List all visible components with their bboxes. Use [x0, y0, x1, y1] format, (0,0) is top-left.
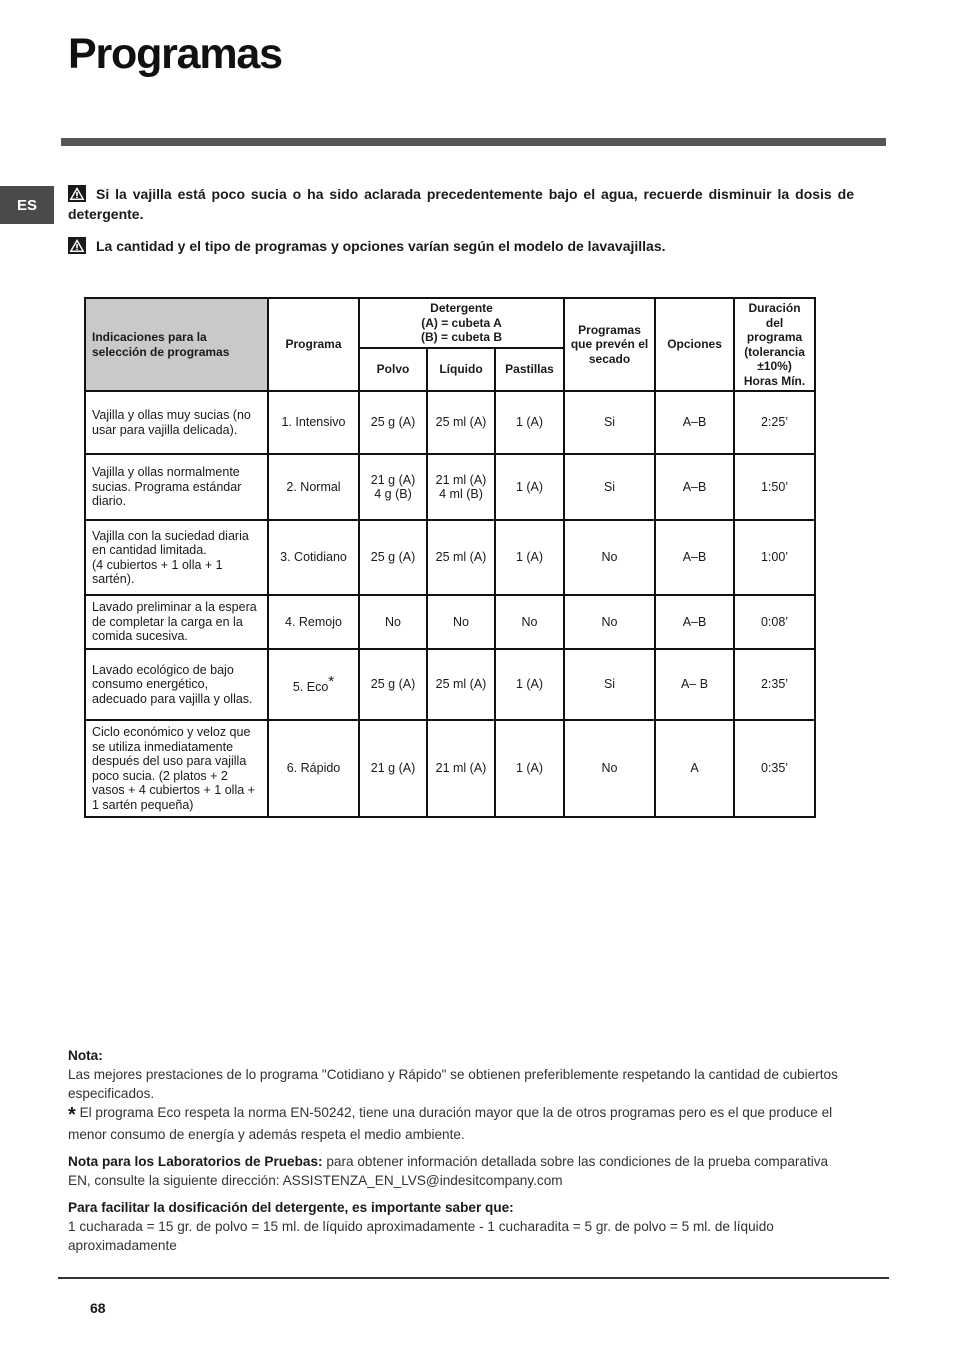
dosage-label: Para facilitar la dosificación del detergente, es importante saber que:: [68, 1200, 514, 1215]
programs-table: [84, 297, 816, 818]
warning-note-2: [68, 236, 854, 256]
header-tablets: Pastillas: [495, 348, 564, 391]
eco-asterisk: *: [328, 672, 335, 690]
row-description: Vajilla con la suciedad diaria en cantidad limitada. (4 cubiertos + 1 olla + 1 sartén).: [85, 520, 268, 595]
row-options: A– B: [655, 649, 734, 720]
row-duration: 0:35’: [734, 720, 815, 817]
row-duration: 0:08’: [734, 595, 815, 649]
row-drying: No: [564, 595, 655, 649]
row-drying: Si: [564, 454, 655, 520]
row-duration: 1:00’: [734, 520, 815, 595]
row-duration: 2:25’: [734, 391, 815, 454]
warning-text-2: La cantidad y el tipo de programas y opciones varían según el modelo de lavavajillas.: [96, 238, 666, 254]
row-powder: 21 g (A): [359, 720, 427, 817]
header-program: Programa: [268, 298, 359, 391]
nota-text: Las mejores prestaciones de lo programa "Cotidiano y Rápido" se obtienen preferiblemente respetando la cantidad de cubiertos especificados.: [68, 1067, 838, 1101]
nota-label: Nota:: [68, 1048, 103, 1063]
row-description: Ciclo económico y veloz que se utiliza inmediatamente después del uso para vajilla poco sucia. (2 platos + 2 vasos + 4 cubiertos + 1 olla + 1 sartén pequeña): [85, 720, 268, 817]
row-description: Vajilla y ollas normalmente sucias. Programa estándar diario.: [85, 454, 268, 520]
row-program: 1. Intensivo: [268, 391, 359, 454]
table-row: [85, 649, 815, 720]
row-description: Lavado preliminar a la espera de completar la carga en la comida sucesiva.: [85, 595, 268, 649]
header-powder: Polvo: [359, 348, 427, 391]
header-selection: Indicaciones para la selección de programas: [85, 298, 268, 391]
eco-footnote-text: El programa Eco respeta la norma EN-50242, tiene una duración mayor que la de otros programas pero es el que produce el menor consumo de energía y además respeta el medio ambiente.: [68, 1105, 833, 1142]
row-tablets: 1 (A): [495, 720, 564, 817]
row-tablets: 1 (A): [495, 649, 564, 720]
row-powder: 25 g (A): [359, 520, 427, 595]
row-description: Lavado ecológico de bajo consumo energético, adecuado para vajilla y ollas.: [85, 649, 268, 720]
lab-note-label: Nota para los Laboratorios de Pruebas:: [68, 1154, 323, 1169]
warning-triangle-icon: [68, 185, 86, 202]
row-description: Vajilla y ollas muy sucias (no usar para vajilla delicada).: [85, 391, 268, 454]
row-options: A–B: [655, 520, 734, 595]
table-row: [85, 454, 815, 520]
row-drying: No: [564, 520, 655, 595]
row-liquid: 25 ml (A): [427, 391, 495, 454]
row-duration: 2:35’: [734, 649, 815, 720]
row-powder: 25 g (A): [359, 649, 427, 720]
row-tablets: 1 (A): [495, 520, 564, 595]
warning-triangle-icon: [68, 237, 86, 254]
row-tablets: No: [495, 595, 564, 649]
header-liquid: Líquido: [427, 348, 495, 391]
row-liquid: 21 ml (A): [427, 720, 495, 817]
header-rule: [61, 138, 886, 146]
table-row: [85, 720, 815, 817]
language-tab: ES: [0, 186, 54, 224]
row-powder: 25 g (A): [359, 391, 427, 454]
row-powder: 21 g (A) 4 g (B): [359, 454, 427, 520]
row-liquid: 25 ml (A): [427, 520, 495, 595]
row-liquid: No: [427, 595, 495, 649]
table-row: [85, 391, 815, 454]
row-drying: No: [564, 720, 655, 817]
row-drying: Si: [564, 391, 655, 454]
page-number: 68: [90, 1300, 106, 1316]
row-duration: 1:50’: [734, 454, 815, 520]
header-duration: Duración del programa (tolerancia ±10%) Horas Mín.: [734, 298, 815, 391]
row-tablets: 1 (A): [495, 454, 564, 520]
footer-rule: [58, 1277, 889, 1279]
table-row: [85, 520, 815, 595]
notes-section: [68, 1046, 840, 1255]
row-liquid: 21 ml (A) 4 ml (B): [427, 454, 495, 520]
row-options: A–B: [655, 595, 734, 649]
row-drying: Si: [564, 649, 655, 720]
header-detergent: Detergente (A) = cubeta A (B) = cubeta B: [359, 298, 564, 348]
lab-note-text: para obtener información detallada sobre las condiciones de la prueba comparativa EN, consulte la siguiente dirección: ASSISTENZA_EN_LVS@indesitcompany.com: [68, 1154, 829, 1188]
header-options: Opciones: [655, 298, 734, 391]
warning-text-1: Si la vajilla está poco sucia o ha sido aclarada precedentemente bajo el agua, recuerde disminuir la dosis de detergente.: [68, 186, 854, 222]
row-program: 2. Normal: [268, 454, 359, 520]
row-options: A–B: [655, 391, 734, 454]
row-powder: No: [359, 595, 427, 649]
table-row: [85, 595, 815, 649]
row-liquid: 25 ml (A): [427, 649, 495, 720]
row-program: 6. Rápido: [268, 720, 359, 817]
row-program: 5. Eco*: [268, 649, 359, 720]
row-options: A–B: [655, 454, 734, 520]
row-program: 3. Cotidiano: [268, 520, 359, 595]
row-options: A: [655, 720, 734, 817]
eco-footnote-asterisk: *: [68, 1104, 76, 1126]
row-tablets: 1 (A): [495, 391, 564, 454]
warning-note-1: [68, 184, 854, 224]
page-title: Programas: [68, 30, 282, 78]
header-drying: Programas que prevén el secado: [564, 298, 655, 391]
dosage-text: 1 cucharada = 15 gr. de polvo = 15 ml. de líquido aproximadamente - 1 cucharadita = 5 gr. de polvo = 5 ml. de líquido aproximadamente: [68, 1219, 774, 1253]
row-program: 4. Remojo: [268, 595, 359, 649]
